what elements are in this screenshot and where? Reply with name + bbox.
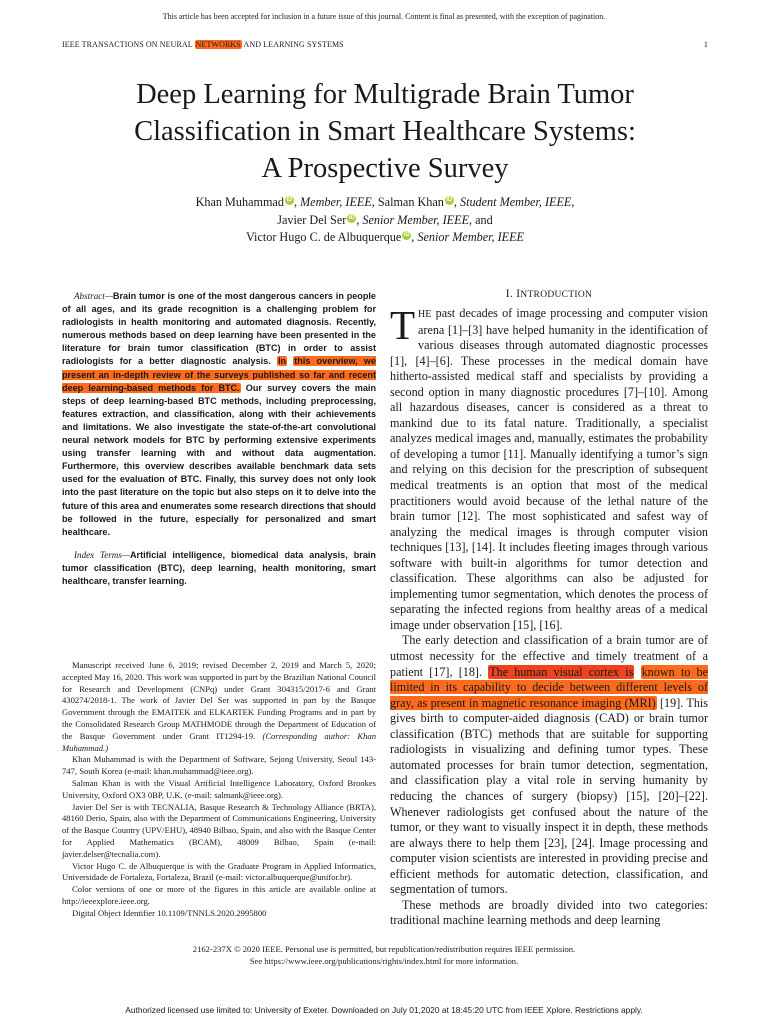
acceptance-note: This article has been accepted for inclusion in a future issue of this journal. Content is final as presented, with the exception of pagination. <box>162 12 606 21</box>
author-role: Senior Member, IEEE <box>362 212 470 227</box>
author-conjunction: and <box>475 212 493 227</box>
author-line-2: Javier Del Ser iD , Senior Member, IEEE, and <box>277 212 493 227</box>
title-line-3: A Prospective Survey <box>261 153 509 184</box>
intro-paragraph-2 <box>390 633 708 897</box>
author-name: Victor Hugo C. de Albuquerque <box>245 230 402 245</box>
footnotes <box>62 660 376 920</box>
author-line-1: Khan Muhammad iD , Member, IEEE, Salman Khan iD , Student Member, IEEE, <box>195 195 575 209</box>
copyright-line-2: See https://www.ieee.org/publications/rights/index.html for more information. <box>249 955 519 966</box>
orcid-icon[interactable]: iD <box>286 196 293 203</box>
abstract-highlight-1[interactable]: In <box>277 356 287 367</box>
paper-title <box>62 76 708 187</box>
index-terms-label: Index Terms <box>74 549 122 560</box>
intro-small-caps: HE <box>418 309 432 320</box>
abstract-label: Abstract <box>74 291 105 301</box>
title-line-2: Classification in Smart Healthcare Systems: <box>134 116 636 147</box>
journal-name-part2: AND LEARNING SYSTEMS <box>241 40 344 49</box>
footnote-affiliation: Salman Khan is with the Visual Artificial Intelligence Laboratory, Oxford Brookes University, Oxford OX3 0BP, U.K. (e-mail: salmank@ieee.org). <box>62 777 376 800</box>
footnote-doi: Digital Object Identifier 10.1109/TNNLS.2020.2995800 <box>72 907 267 918</box>
abstract-text-1: Brain tumor is one of the most dangerous cancers in people of all ages, and its grade recognition is a challenging problem for radiologists in health monitoring and automated diagnosis. Recently, numerous methods based on deep learning have been presented in the literature for brain tumor classification (BTC) in order to assist radiologists for a better diagnostic analysis. <box>62 291 376 367</box>
footnote-affiliation: Javier Del Ser is with TECNALIA, Basque Research & Technology Alliance (BRTA), 48160 Derio, Spain, also with the Department of Communications Engineering, University of the Basque Country (UPV/EHU), 48940 Bilbao, Spain, and also with the Basque Center for Applied Mathematics (BCAM), 48009 Bilbao, Spain (e-mail: javier.delser@tecnalia.com). <box>62 801 376 859</box>
author-name: Javier Del Ser <box>277 212 347 227</box>
section-heading <box>390 288 708 300</box>
page-number: 1 <box>703 40 708 49</box>
author-role: Senior Member, IEEE <box>417 230 525 245</box>
copyright-notice <box>0 944 768 967</box>
orcid-icon[interactable]: iD <box>348 214 355 221</box>
index-terms-text: Artificial intelligence, biomedical data analysis, brain tumor classification (BTC), deep learning, health monitoring, smart healthcare, transfer learning. <box>62 549 376 586</box>
section-numeral: I. <box>505 288 514 300</box>
title-line-1: Deep Learning for Multigrade Brain Tumor <box>136 79 634 110</box>
intro-text-2b: [19]. This gives birth to computer-aided diagnosis (CAD) or brain tumor classification (BTC) methods that are suitable for supporting radiologists in visualizing and defining tumor types. These automated processes for brain tumor detection, segmentation, and classification play a vital role in serving humanity by reducing the chances of surgery (biopsy) [15], [20]–[22]. Whenever radiologists get confused about the nature of the tumor, or they want to visually inspect it in depth, these methods are always there to help them [23], [24]. Image processing and computer vision scientists are interested in providing precise and efficient methods for automatic detection, classification, and segmentation of tumors. <box>390 695 708 897</box>
left-column <box>62 290 376 588</box>
copyright-line-1: 2162-237X © 2020 IEEE. Personal use is permitted, but republication/redistribution requires IEEE permission. <box>192 944 576 954</box>
index-terms: Index Terms—Artificial intelligence, biomedical data analysis, brain tumor classification (BTC), deep learning, health monitoring, smart healthcare, transfer learning. <box>62 549 376 586</box>
author-role: Member, IEEE <box>300 195 372 209</box>
orcid-icon[interactable]: iD <box>446 196 453 203</box>
running-head <box>62 40 708 49</box>
journal-name-part1: IEEE TRANSACTIONS ON NEURAL <box>62 40 195 49</box>
abstract-highlight-2[interactable]: this overview, we present an in-depth review of the surveys published so far and recent deep learning-based methods for BTC. <box>62 356 377 393</box>
footnote-affiliation: Victor Hugo C. de Albuquerque is with the Graduate Program in Applied Informatics, Universidade de Fortaleza, Fortaleza, Brazil (e-mail: victor.albuquerque@unifor.br). <box>62 860 376 883</box>
author-name: Khan Muhammad <box>195 195 284 209</box>
abstract-text-2: Our survey covers the main steps of deep learning-based BTC methods, including preprocessing, features extraction, and classification, along with their achievements and limitations. We also investigate the state-of-the-art convolutional neural network models for BTC by performing extensive experiments using transfer learning with and without data augmentation. Furthermore, this overview describes available benchmark data sets used for the evaluation of BTC. Finally, this survey does not only look into the past literature on the topic but also steps on it to delve into the future of this area and enumerates some research directions that should be followed in the future, especially for personalized and smart healthcare. <box>62 382 376 537</box>
right-column <box>390 288 708 929</box>
highlighted-word[interactable]: NETWORKS <box>195 40 241 49</box>
section-title-cap: I <box>516 288 521 300</box>
footnote-color-versions: Color versions of one or more of the figures in this article are available online at http://ieeexplore.ieee.org. <box>62 884 376 906</box>
author-role: Student Member, IEEE <box>459 195 572 209</box>
drop-cap: T <box>390 302 416 348</box>
intro-text-2a: The early detection and classification of a brain tumor are of utmost necessity for the effective and timely treatment of a patient [17], [18]. <box>390 633 708 679</box>
author-line-3: Victor Hugo C. de Albuquerque iD , Senior Member, IEEE <box>245 230 525 245</box>
author-name: Salman Khan <box>377 195 444 209</box>
introduction-body <box>390 302 708 929</box>
footnote-affiliation: Khan Muhammad is with the Department of Software, Sejong University, Seoul 143-747, South Korea (e-mail: khan.muhammad@ieee.org). <box>62 754 376 777</box>
author-list <box>62 194 708 247</box>
intro-highlight-1[interactable]: The human visual cortex is <box>489 664 634 679</box>
footnote-text: Manuscript received June 6, 2019; revised December 2, 2019 and March 5, 2020; accepted May 16, 2020. This work was supported in part by the Brazilian National Council for Research and Development (CNPq) under Grant 304315/2017-6 and Grant 430274/2018-1. The work of Javier Del Ser was supported in part by the Basque Government through the EMAITEK and ELKARTEK Funding Programs and in part by the Consolidated Research Group MATHMODE through the Department of Education of the Basque Government under Grant IT1294-19. <box>62 660 376 741</box>
section-title-rest: NTRODUCTION <box>520 290 593 300</box>
footnote-manuscript <box>62 660 376 754</box>
corresponding-author: (Corresponding author: Khan Muhammad.) <box>62 730 376 753</box>
intro-highlight-2[interactable]: known to be limited in its capability to decide between different levels of gray, as present in magnetic resonance imaging (MRI) <box>390 664 708 710</box>
intro-paragraph-3: These methods are broadly divided into two categories: traditional machine learning methods and deep learning <box>390 897 708 928</box>
authorized-use-notice: Authorized licensed use limited to: University of Exeter. Downloaded on July 01,2020 at 18:45:20 UTC from IEEE Xplore. Restrictions apply. <box>125 1005 643 1015</box>
orcid-icon[interactable]: iD <box>403 232 410 239</box>
abstract: Abstract—Brain tumor is one of the most dangerous cancers in people of all ages, and its grade recognition is a challenging problem for radiologists in health monitoring and automated diagnosis. Recently, numerous methods based on deep learning have been presented in the literature for brain tumor classification (BTC) in order to assist radiologists for a better diagnostic analysis. In this overview, we present an in-depth review of the surveys published so far and recent deep learning-based methods for BTC. Our survey covers the main steps of deep learning-based BTC methods, including preprocessing, features extraction, and classification, along with their achievements and limitations. We also investigate the state-of-the-art convolutional neural network models for BTC by performing extensive experiments using transfer learning with and without data augmentation. Furthermore, this overview describes available benchmark data sets used for the evaluation of BTC. Finally, this survey does not only look into the past literature on the topic but also steps on it to delve into the future of this area and enumerates some research directions that should be followed in the future, especially for personalized and smart healthcare. <box>62 291 377 537</box>
intro-text-1: past decades of image processing and computer vision arena [1]–[3] have helped humanity in the identification of various diseases through automated diagnostic processes [1], [4]–[6]. These processes in the medical domain have hitherto-assisted medical staff and specialists by providing a second option in many diagnostic procedures [7]–[10]. Among all hazardous diseases, cancer is considered as a threat to mankind due to its fatal nature. Traditionally, a specialist analyzes medical images and, manually, estimates the probability of developing a tumor [11]. Manually identifying a tumor’s sign and relying on this decision for the prescription of subsequent medical treatments is an option that most of the medical practitioners would avoid because of the lethal nature of the brain tumor [12]. The most sophisticated and safest way of analyzing the medical images is through computer vision techniques [13], [14]. It includes fleeting images through various software with built-in algorithms for tumor detection and classification. These algorithms can also be adjusted for implementing tumor segmentation, which denotes the process of separating the infected regions from healthy areas of a medical image under observation [15], [16]. <box>390 306 708 632</box>
intro-paragraph-1 <box>390 302 708 633</box>
